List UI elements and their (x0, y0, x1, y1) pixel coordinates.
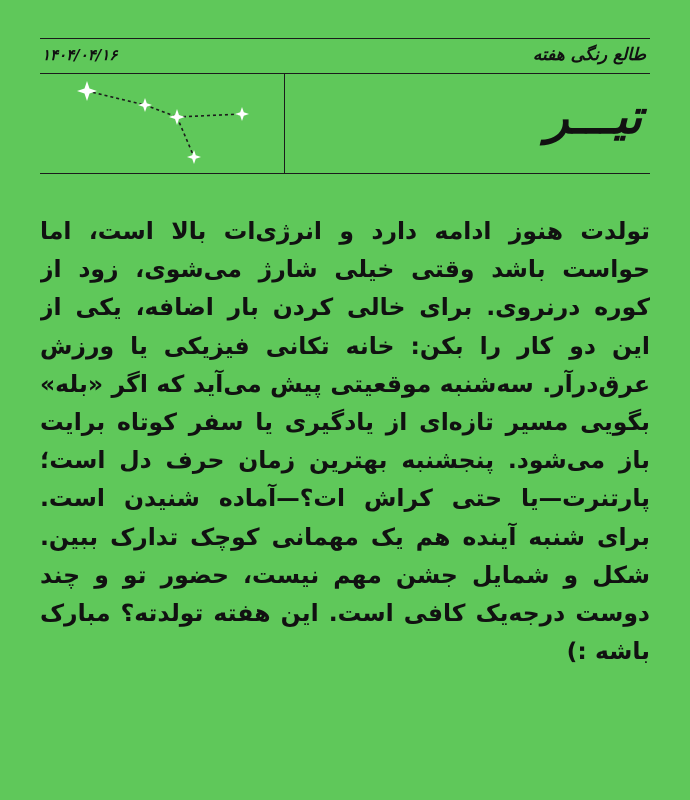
header-divider-vertical (284, 73, 285, 173)
brand-title: طالع رنگی هفته (532, 45, 646, 65)
constellation-icon (70, 77, 270, 169)
header-divider-horizontal (40, 73, 650, 74)
issue-date: ۱۴۰۴/۰۴/۱۶ (42, 46, 118, 64)
zodiac-sign-title: تیـــر (545, 89, 642, 145)
header-panel (40, 38, 650, 174)
horoscope-text: تولدت هنوز ادامه دارد و انرژی‌ات بالا است، اما حواست باشد وقتی خیلی شارژ می‌شوی، زود از کوره درنروی. برای خالی کردن بار اضافه، یکی از این دو کار را بکن: خانه تکانی فیزیکی یا ورزش عرق‌درآر. سه‌شنبه موقعیتی پیش می‌آید که اگر «بله» بگویی مسیر تازه‌ای از یادگیری یا سفر کوتاه برایت باز می‌شود. پنجشنبه بهترین زمان حرف دل است؛ پارتنرت—یا حتی کراش ات؟—آماده شنیدن است. برای شنبه آینده هم یک مهمانی کوچک تدارک ببین. شکل و شمایل جشن مهم نیست، حضور تو و چند دوست درجه‌یک کافی است. این هفته تولدته؟ مبارک باشه :) (40, 217, 650, 666)
